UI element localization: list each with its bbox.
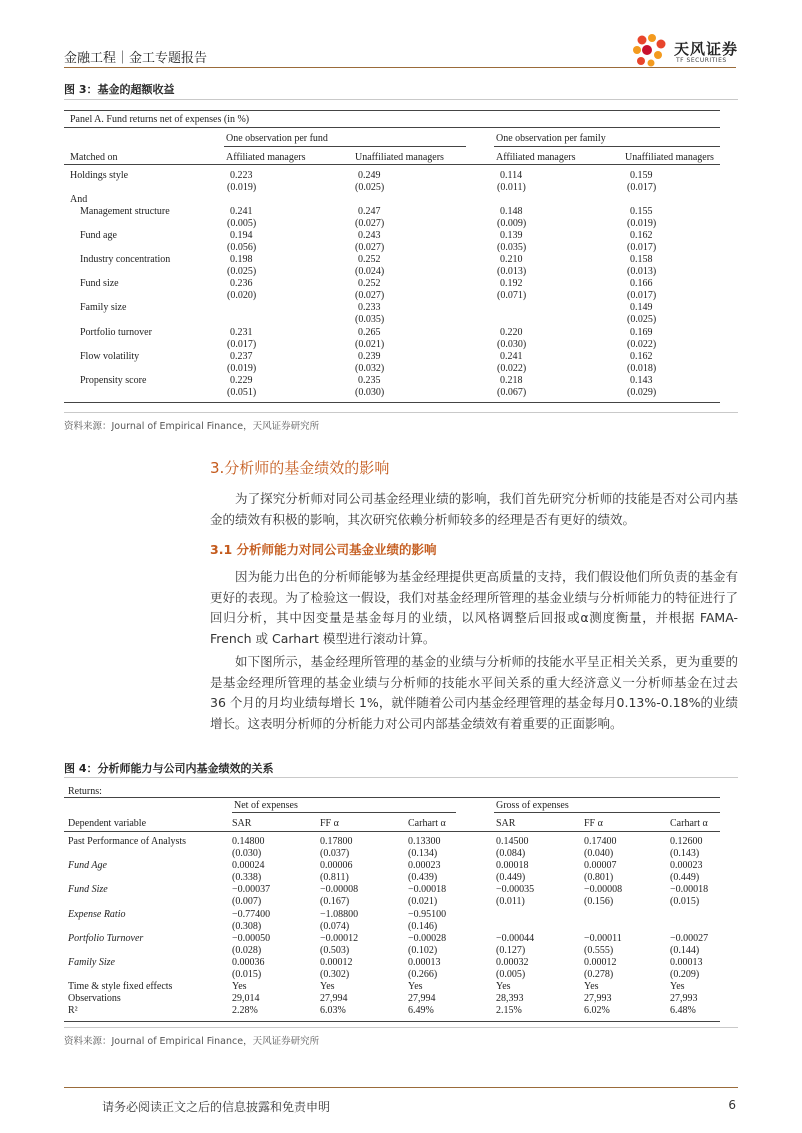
and-label: And [70,194,88,205]
row-label: Fund Size [68,884,108,895]
value-cell: 0.159 [630,170,653,181]
paragraph-text: 为了探究分析师对同公司基金经理业绩的影响，我们首先研究分析师的技能是否对公司内基金的绩效有积极的影响，其次研究依赖分析师较多的经理是否有更好的绩效。 [210,491,738,527]
std-error-cell: (0.801) [584,872,614,883]
group-rule-gross [494,812,720,813]
row-label: Observations [68,993,121,1004]
std-error-cell: (0.338) [232,872,262,883]
value-cell: 0.143 [630,375,653,386]
value-cell: 0.249 [358,170,381,181]
value-cell: −0.00008 [584,884,623,895]
row-label: Time & style fixed effects [68,981,173,992]
std-error-cell: (0.017) [627,290,657,301]
value-cell: −0.00028 [408,933,447,944]
report-header-title: 金融工程｜金工专题报告 [64,51,208,66]
value-cell: 27,993 [584,993,612,1004]
column-header: Carhart α [670,818,708,829]
panel-title: Panel A. Fund returns net of expenses (in %) [70,114,250,125]
value-cell: 0.00012 [320,957,353,968]
value-cell: 6.49% [408,1005,434,1016]
value-cell: −0.00050 [232,933,271,944]
table-rule-bottom [64,402,720,403]
std-error-cell: (0.156) [584,896,614,907]
column-header: Affiliated managers [226,152,306,163]
value-cell: 0.13300 [408,836,441,847]
value-cell: 0.158 [630,254,653,265]
std-error-cell: (0.007) [232,896,262,907]
figure-4-title: 图 4：分析师能力与公司内基金绩效的关系 [64,762,274,775]
value-cell: 0.241 [500,351,523,362]
value-cell: 0.00036 [232,957,265,968]
header-divider [64,67,736,68]
std-error-cell: (0.025) [627,314,657,325]
value-cell: 0.198 [230,254,253,265]
returns-label: Returns: [68,786,102,797]
std-error-cell: (0.009) [497,218,527,229]
std-error-cell: (0.503) [320,945,350,956]
column-header: FF α [584,818,603,829]
value-cell: 0.247 [358,206,381,217]
std-error-cell: (0.302) [320,969,350,980]
value-cell: 0.00023 [408,860,441,871]
column-header: SAR [232,818,252,829]
std-error-cell: (0.449) [496,872,526,883]
table-rule [64,127,720,128]
row-label: Family Size [68,957,115,968]
group-rule-net [232,812,456,813]
footer-divider [64,1087,738,1088]
row-label: R² [68,1005,78,1016]
std-error-cell: (0.015) [670,896,700,907]
column-header: SAR [496,818,516,829]
std-error-cell: (0.035) [355,314,385,325]
value-cell: Yes [496,981,511,992]
value-cell: 0.00006 [320,860,353,871]
std-error-cell: (0.032) [355,363,385,374]
value-cell: 0.169 [630,327,653,338]
std-error-cell: (0.051) [227,387,257,398]
value-cell: −0.00011 [584,933,622,944]
row-label: Management structure [80,206,170,217]
std-error-cell: (0.555) [584,945,614,956]
value-cell: 0.239 [358,351,381,362]
section-heading: 3.分析师的基金绩效的影响 [210,459,390,477]
value-cell: 6.03% [320,1005,346,1016]
value-cell: 2.28% [232,1005,258,1016]
value-cell: 0.210 [500,254,523,265]
std-error-cell: (0.266) [408,969,438,980]
value-cell: 0.194 [230,230,253,241]
column-header: Carhart α [408,818,446,829]
value-cell: 0.00013 [408,957,441,968]
row-label: Fund size [80,278,119,289]
value-cell: 0.235 [358,375,381,386]
figure-4-source: 资料来源：Journal of Empirical Finance，天风证券研究所 [64,1036,320,1047]
std-error-cell: (0.144) [670,945,700,956]
std-error-cell: (0.134) [408,848,438,859]
value-cell: 27,994 [320,993,348,1004]
std-error-cell: (0.037) [320,848,350,859]
std-error-cell: (0.030) [355,387,385,398]
figure-3-rule [64,99,738,100]
table-rule-top [64,110,720,111]
group-header-fund: One observation per fund [226,133,328,144]
group-header-family: One observation per family [496,133,606,144]
row-label: Past Performance of Analysts [68,836,187,847]
value-cell: 0.00024 [232,860,265,871]
std-error-cell: (0.021) [408,896,438,907]
std-error-cell: (0.029) [627,387,657,398]
value-cell: 0.00007 [584,860,617,871]
group-header-gross: Gross of expenses [496,800,569,811]
value-cell: 27,993 [670,993,698,1004]
std-error-cell: (0.278) [584,969,614,980]
disclaimer-text: 请务必阅读正文之后的信息披露和免责申明 [102,1100,331,1114]
std-error-cell: (0.102) [408,945,438,956]
value-cell: 0.192 [500,278,523,289]
table-rule [64,797,720,798]
value-cell: −0.95100 [408,909,447,920]
std-error-cell: (0.071) [497,290,527,301]
paragraph-1 [210,567,738,649]
value-cell: 2.15% [496,1005,522,1016]
std-error-cell: (0.030) [232,848,262,859]
dependent-variable-label: Dependent variable [68,818,147,829]
value-cell: −0.00012 [320,933,359,944]
page-number: 6 [728,1098,736,1112]
value-cell: 0.14800 [232,836,265,847]
std-error-cell: (0.209) [670,969,700,980]
subsection-heading: 3.1 分析师能力对同公司基金业绩的影响 [210,542,437,557]
matched-on-label: Matched on [70,152,118,163]
value-cell: 0.236 [230,278,253,289]
std-error-cell: (0.027) [355,290,385,301]
value-cell: 0.00032 [496,957,529,968]
value-cell: 0.17400 [584,836,617,847]
std-error-cell: (0.005) [227,218,257,229]
paragraph-text: 因为能力出色的分析师能够为基金经理提供更高质量的支持，我们假设他们所负责的基金有更好的表现。为了检验这一假设，我们对基金经理所管理的基金业绩与分析师能力的特征进行了回归分析，其中因变量是基金每月的业绩，以风格调整后回报或α测度衡量，并根据 FAMA-French 或 Carhart 模型进行滚动计算。 [210,569,738,646]
std-error-cell: (0.025) [227,266,257,277]
std-error-cell: (0.084) [496,848,526,859]
value-cell: 6.48% [670,1005,696,1016]
std-error-cell: (0.019) [227,363,257,374]
value-cell: 0.241 [230,206,253,217]
std-error-cell: (0.025) [355,182,385,193]
std-error-cell: (0.027) [355,218,385,229]
logo-text: 天风证券 [674,40,739,58]
figure-3-bottom-rule [64,412,738,413]
value-cell: 0.00013 [670,957,703,968]
std-error-cell: (0.022) [627,339,657,350]
value-cell: Yes [232,981,247,992]
std-error-cell: (0.146) [408,921,438,932]
value-cell: 0.14500 [496,836,529,847]
table-rule [64,164,720,165]
value-cell: 0.17800 [320,836,353,847]
value-cell: 0.223 [230,170,253,181]
value-cell: 0.220 [500,327,523,338]
table-rule [64,831,720,832]
column-header: Affiliated managers [496,152,576,163]
figure-3-table [64,110,720,403]
std-error-cell: (0.308) [232,921,262,932]
value-cell: 0.252 [358,254,381,265]
std-error-cell: (0.028) [232,945,262,956]
std-error-cell: (0.143) [670,848,700,859]
std-error-cell: (0.017) [227,339,257,350]
value-cell: −0.77400 [232,909,271,920]
std-error-cell: (0.074) [320,921,350,932]
value-cell: −0.00018 [670,884,709,895]
std-error-cell: (0.005) [496,969,526,980]
value-cell: 0.149 [630,302,653,313]
std-error-cell: (0.019) [227,182,257,193]
std-error-cell: (0.127) [496,945,526,956]
value-cell: −0.00044 [496,933,535,944]
value-cell: −0.00018 [408,884,447,895]
value-cell: 0.148 [500,206,523,217]
column-header: Unaffiliated managers [355,152,444,163]
value-cell: Yes [584,981,599,992]
value-cell: 0.114 [500,170,523,181]
value-cell: −0.00008 [320,884,359,895]
value-cell: 0.252 [358,278,381,289]
row-label: Propensity score [80,375,147,386]
row-label: Flow volatility [80,351,140,362]
paragraph-text: 如下图所示，基金经理所管理的基金的业绩与分析师的技能水平呈正相关关系，更为重要的是基金经理所管理的基金业绩与分析师的技能水平间关系的重大经济意义一分析师基金在过去 36 个月的月均业绩每增长 1%，就伴随着公司内基金经理管理的基金每月0.13%-0.18%的业绩增长。这表明分析师的分析能力对公司内部基金绩效有着重要的正面影响。 [210,654,738,731]
row-label: Fund Age [68,860,107,871]
column-header: Unaffiliated managers [625,152,714,163]
std-error-cell: (0.811) [320,872,349,883]
value-cell: 28,393 [496,993,524,1004]
value-cell: 0.139 [500,230,523,241]
value-cell: 0.155 [630,206,653,217]
std-error-cell: (0.030) [497,339,527,350]
value-cell: −0.00027 [670,933,709,944]
row-label: Fund age [80,230,117,241]
value-cell: 0.162 [630,230,653,241]
value-cell: −1.08800 [320,909,359,920]
figure-3-source: 资料来源：Journal of Empirical Finance，天风证券研究所 [64,421,320,432]
value-cell: Yes [670,981,685,992]
figure-4-rule [64,777,738,778]
value-cell: 29,014 [232,993,260,1004]
row-label: Industry concentration [80,254,171,265]
value-cell: 0.162 [630,351,653,362]
std-error-cell: (0.017) [627,182,657,193]
table-rule-bottom [64,1021,720,1022]
std-error-cell: (0.011) [496,896,525,907]
logo-subtitle: TF SECURITIES [676,57,727,64]
value-cell: −0.00035 [496,884,535,895]
std-error-cell: (0.035) [497,242,527,253]
figure-3-title: 图 3：基金的超额收益 [64,83,175,96]
value-cell: 27,994 [408,993,436,1004]
value-cell: 0.237 [230,351,253,362]
std-error-cell: (0.167) [320,896,350,907]
std-error-cell: (0.018) [627,363,657,374]
std-error-cell: (0.013) [627,266,657,277]
value-cell: 0.00018 [496,860,529,871]
group-rule-family [494,146,720,147]
value-cell: −0.00037 [232,884,271,895]
value-cell: 0.229 [230,375,253,386]
row-label: Portfolio turnover [80,327,152,338]
value-cell: 0.233 [358,302,381,313]
row-label: Portfolio Turnover [68,933,144,944]
value-cell: 0.218 [500,375,523,386]
std-error-cell: (0.024) [355,266,385,277]
paragraph-2 [210,652,738,734]
std-error-cell: (0.011) [497,182,526,193]
std-error-cell: (0.449) [670,872,700,883]
row-label: Family size [80,302,127,313]
std-error-cell: (0.013) [497,266,527,277]
value-cell: 0.166 [630,278,653,289]
column-header: FF α [320,818,339,829]
std-error-cell: (0.022) [497,363,527,374]
figure-4-table [64,784,720,1022]
group-header-net: Net of expenses [234,800,298,811]
std-error-cell: (0.067) [497,387,527,398]
std-error-cell: (0.439) [408,872,438,883]
value-cell: 0.243 [358,230,381,241]
std-error-cell: (0.027) [355,242,385,253]
value-cell: 0.12600 [670,836,703,847]
row-label: Expense Ratio [68,909,126,920]
value-cell: 0.231 [230,327,253,338]
std-error-cell: (0.017) [627,242,657,253]
group-rule-fund [224,146,466,147]
std-error-cell: (0.021) [355,339,385,350]
value-cell: 0.00012 [584,957,617,968]
std-error-cell: (0.015) [232,969,262,980]
value-cell: 0.265 [358,327,381,338]
value-cell: Yes [320,981,335,992]
std-error-cell: (0.056) [227,242,257,253]
value-cell: 0.00023 [670,860,703,871]
row-label: Holdings style [70,170,129,181]
value-cell: Yes [408,981,423,992]
figure-4-bottom-rule [64,1027,738,1028]
std-error-cell: (0.020) [227,290,257,301]
section-intro [210,489,738,530]
std-error-cell: (0.040) [584,848,614,859]
value-cell: 6.02% [584,1005,610,1016]
std-error-cell: (0.019) [627,218,657,229]
